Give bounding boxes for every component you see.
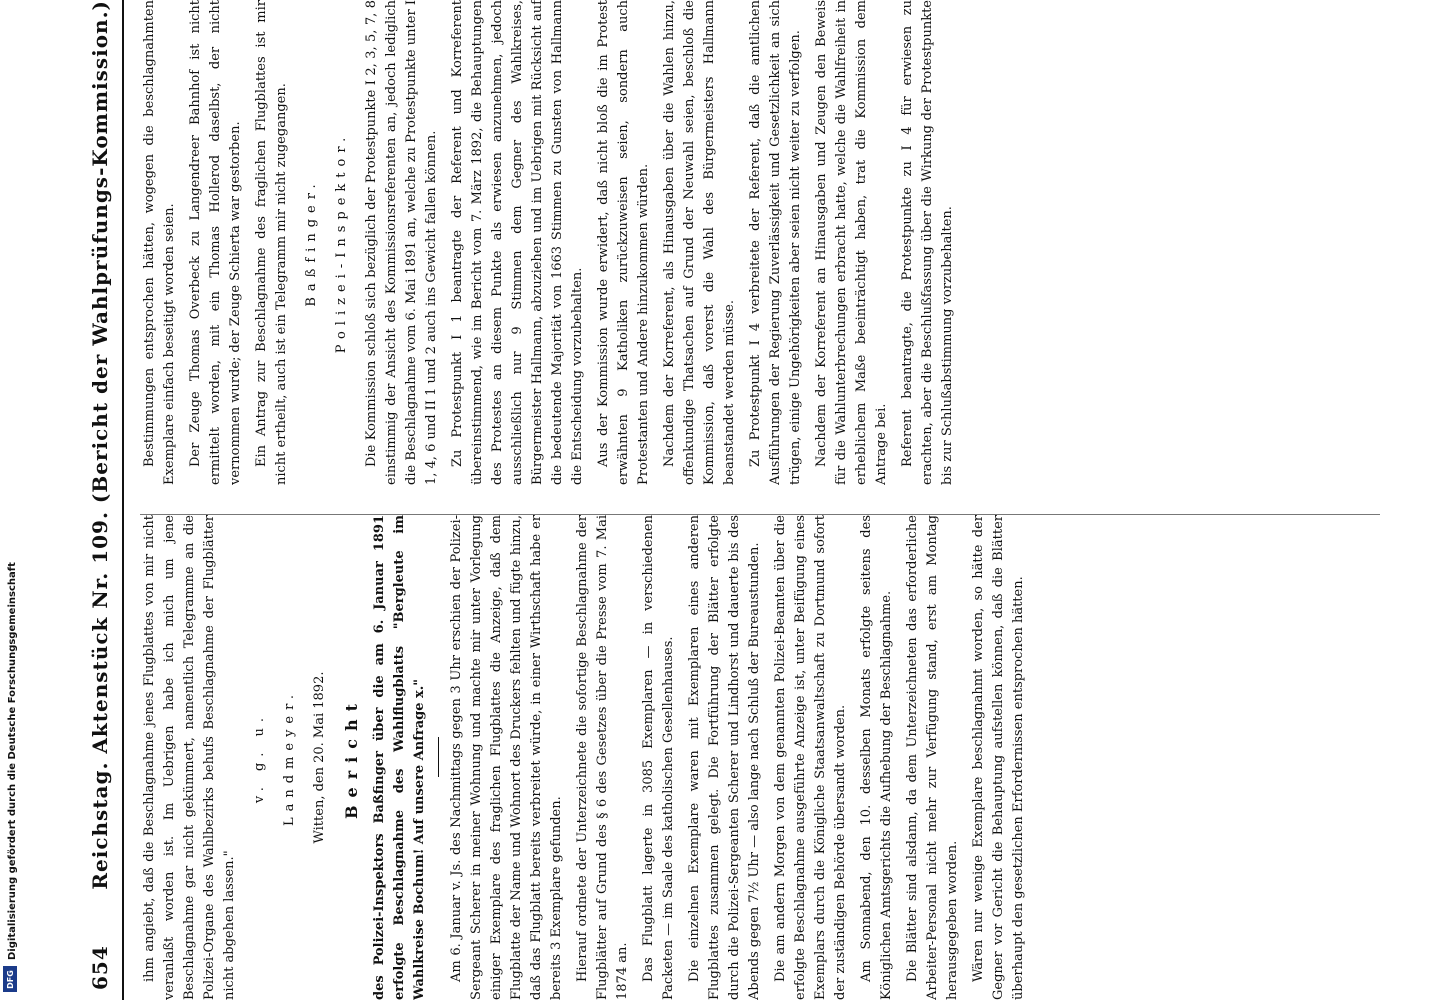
funding-credit: Digitalisierung gefördert durch die Deutsche Forschungsgemeinschaft bbox=[7, 562, 18, 960]
report-subject: des Polizei-Inspektors Baßfinger über die am 6. Januar 1891 erfolgte Beschlagnahme des Wahlflugblatts "Bergleute im Wahlkreise Bochum! Auf unsere Anfrage x." bbox=[372, 515, 427, 1000]
paragraph: Die Blätter sind alsdann, da dem Unterzeichneten das erforderliche Arbeiter-Personal nicht mehr zur Verfügung stand, erst am Montag herausgegeben worden. bbox=[905, 515, 960, 1000]
report-date: Witten, den 20. Mai 1892. bbox=[312, 671, 327, 844]
signature-title: Polizei-Inspektor. bbox=[334, 131, 349, 354]
paragraph: Zu Protestpunkt I 4 verbreitete der Referent, daß die amtlichen Ausführungen der Regierung Zuverlässigkeit und Gesetzlichkeit an sich trügen, einige Ungehörigkeiten aber seien nicht weiter zu verfolgen. bbox=[748, 0, 803, 485]
paragraph: Zu Protestpunkt I 1 beantragte der Referent und Korreferent übereinstimmend, wie im Bericht vom 7. März 1892, die Behauptungen des Protestes an diesem Punkte als erwiesen anzunehmen, jedoch ausschließlich nur 9 Stimmen dem Gegner des Wahlkreises, Bürgermeister Hallmann, abzuziehen und im Uebrigen mit Rücksicht auf die bedeutende Majorität von 1663 Stimmen zu Gunsten von Hallmann die Entscheidung vorzubehalten. bbox=[450, 0, 585, 485]
document-page bbox=[60, 0, 1400, 1000]
paragraph: Die einzelnen Exemplare waren mit Exemplaren eines anderen Flugblattes zusammen gelegt. Die Fortführung der Blätter erfolgte durch die Polizei-Sergeanten Scherer und Lindhorst und dauerte bis des Abends gegen 7½ Uhr — also lange nach Schluß der Bureaustunden. bbox=[687, 515, 762, 1000]
divider bbox=[438, 738, 439, 778]
paragraph: Nachdem der Korreferent, als Hinausgaben über die Wahlen hinzu, offenkundige Thatsachen auf Grund der Neuwahl seien, beschloß die Kommission, daß vorerst die Wahl des Bürgermeisters Hallmann beanstandet werden müsse. bbox=[662, 0, 737, 485]
paragraph: Die am andern Morgen von dem genannten Polizei-Beamten über die erfolgte Beschlagnahme ausgeführte Anzeige ist, unter Beifügung eines Exemplars durch die Königliche Staatsanwaltschaft zu Dortmund sofort der zuständigen Behörde übersandt worden. bbox=[773, 515, 848, 1000]
page-title: Reichstag. Aktenstück Nr. 109. (Bericht der Wahlprüfungs-Kommission.) bbox=[88, 0, 112, 890]
column-separator bbox=[140, 514, 1380, 515]
signature: Landmeyer. bbox=[282, 688, 297, 827]
dfg-logo-text: DFG bbox=[5, 969, 15, 989]
paragraph: Am Sonnabend, den 10. desselben Monats erfolgte seitens des Königlichen Amtsgerichts die Aufhebung der Beschlagnahme. bbox=[859, 515, 894, 1000]
report-heading: Bericht bbox=[342, 696, 361, 819]
page-header bbox=[80, 0, 120, 1000]
page-number: 654 bbox=[88, 945, 112, 990]
paragraph: Ein Antrag zur Beschlagnahme des fraglichen Flugblattes ist mir nicht ertheilt, auch ist ein Telegramm mir nicht zugegangen. bbox=[254, 0, 289, 485]
paragraph: Aus der Kommission wurde erwidert, daß nicht bloß die im Protest erwähnten 9 Katholiken zurückzuweisen seien, sondern auch Protestanten und Andere hinzukommen würden. bbox=[596, 0, 651, 485]
paragraph: Die Kommission schloß sich bezüglich der Protestpunkte I 2, 3, 5, 7, 8 einstimmig der Ansicht des Kommissionsreferenten an, jedoch lediglich die Beschlagnahme vom 6. Mai 1891 an, welche zu Protestpunkte unter I 1, 4, 6 und II 1 und 2 auch ins Gewicht fallen können. bbox=[364, 0, 439, 485]
footer-credit bbox=[0, 0, 22, 1000]
paragraph: Nachdem der Korreferent an Hinausgaben und Zeugen den Beweis für die Wahlunterbrechungen erbracht hatte, welche die Wahlfreiheit in erheblichem Maße beeinträchtigt haben, trat die Kommission dem Antrage bei. bbox=[814, 0, 889, 485]
vgu-line: v. g. u. bbox=[252, 711, 267, 804]
paragraph: Wären nur wenige Exemplare beschlagnahmt worden, so hätte der Gegner vor Gericht die Behauptung aufstellen können, daß die Blätter überhaupt den gesetzlichen Erfordernissen entsprochen hätten. bbox=[971, 515, 1026, 1000]
paragraph: Referent beantragte, die Protestpunkte zu I 4 für erwiesen zu erachten, aber die Beschlußfassung über die Wirkung der Protestpunkte bis zur Schlußabstimmung vorzubehalten. bbox=[900, 0, 955, 485]
dfg-logo bbox=[3, 966, 17, 992]
paragraph: Am 6. Januar v. Js. des Nachmittags gegen 3 Uhr erschien der Polizei-Sergeant Scherer in meiner Wohnung und machte mir unter Vorlegung einiger Exemplare des fraglichen Flugblattes die Anzeige, daß dem Flugblatte der Name und Wohnort des Druckers fehlten und fügte hinzu, daß das Flugblatt bereits verbreitet würde, in einer Wirthschaft habe er bereits 3 Exemplare gefunden. bbox=[449, 515, 564, 1000]
right-column bbox=[140, 0, 1380, 485]
paragraph: Bestimmungen entsprochen hätten, wogegen die beschlagnahmten Exemplare einfach beseitigt worden seien. bbox=[142, 0, 177, 485]
paragraph: Der Zeuge Thomas Overbeck zu Langendreer Bahnhof ist nicht ermittelt worden, mit ein Thomas Hollerod daselbst, der nicht vernommen wurde; der Zeuge Schierta war gestorben. bbox=[188, 0, 243, 485]
text-columns bbox=[140, 0, 1380, 1000]
left-column bbox=[140, 515, 1380, 1000]
paragraph: Das Flugblatt lagerte in 3085 Exemplaren — in verschiedenen Packeten — im Saale des katholischen Gesellenhauses. bbox=[641, 515, 676, 1000]
header-rule bbox=[122, 0, 124, 1000]
paragraph: Hierauf ordnete der Unterzeichnete die sofortige Beschlagnahme der Flugblätter auf Grund des § 6 des Gesetzes über die Presse vom 7. Mai 1874 an. bbox=[575, 515, 630, 1000]
signature: Baßfinger. bbox=[304, 178, 319, 307]
paragraph: ihm angiebt, daß die Beschlagnahme jenes Flugblattes von mir nicht veranlaßt worden ist. Im Uebrigen habe ich mich um jene Beschlagnahme gar nicht gekümmert, namentlich Telegramme an die Polizei-Organe des Wahlbezirks behufs Beschlagnahme der Flugblätter nicht abgehen lassen." bbox=[142, 515, 237, 1000]
